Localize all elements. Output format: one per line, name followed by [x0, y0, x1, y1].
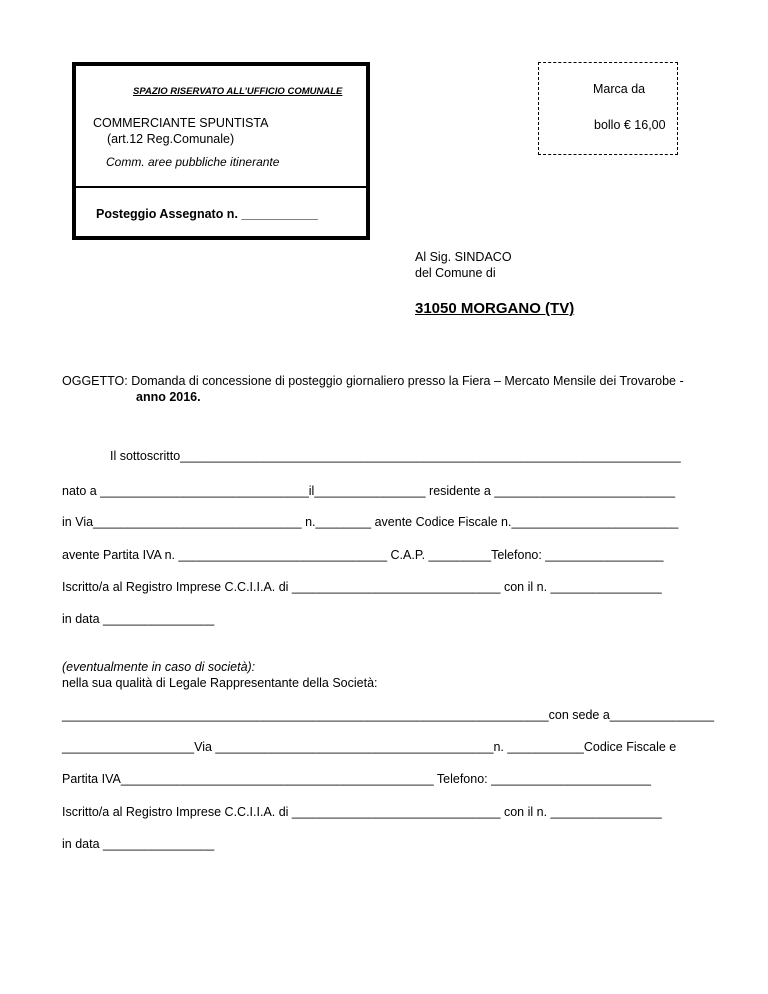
subject-block — [62, 373, 694, 405]
office-line-itinerant: Comm. aree pubbliche itinerante — [106, 155, 280, 169]
recipient-city: 31050 MORGANO (TV) — [415, 300, 575, 317]
office-line-regulation: (art.12 Reg.Comunale) — [107, 132, 235, 146]
recipient-line1: Al Sig. SINDACO — [415, 250, 512, 264]
company-note: (eventualmente in caso di società): — [62, 660, 256, 674]
field-address-fiscal-code[interactable]: in Via______________________________ n.________ avente Codice Fiscale n.________________________ — [62, 515, 679, 529]
office-line-commerciante: COMMERCIANTE SPUNTISTA — [93, 116, 269, 130]
office-reserved-box — [72, 62, 370, 240]
office-header: SPAZIO RISERVATO ALL’UFFICIO COMUNALE — [133, 86, 343, 97]
subject-year: anno 2016. — [136, 390, 201, 404]
company-representative: nella sua qualità di Legale Rappresentante della Società: — [62, 676, 378, 690]
field-date[interactable]: in data ________________ — [62, 612, 215, 626]
field-company-registry[interactable]: Iscritto/a al Registro Imprese C.C.I.I.A. di ______________________________ con il n. ________________ — [62, 805, 662, 819]
stamp-line1: Marca da — [593, 82, 646, 96]
field-registry[interactable]: Iscritto/a al Registro Imprese C.C.I.I.A. di ______________________________ con il n. ________________ — [62, 580, 662, 594]
field-company-date[interactable]: in data ________________ — [62, 837, 215, 851]
field-sottoscritto[interactable]: Il sottoscritto________________________________________________________________________ — [110, 449, 681, 463]
recipient-line2: del Comune di — [415, 266, 496, 280]
field-company-vat-phone[interactable]: Partita IVA_____________________________________________ Telefono: _______________________ — [62, 772, 652, 786]
field-company-name-seat[interactable]: ______________________________________________________________________con sede a_______________ — [62, 708, 715, 722]
office-divider — [76, 186, 366, 188]
stamp-line2: bollo € 16,00 — [594, 118, 666, 132]
subject-label: OGGETTO: — [62, 374, 128, 388]
field-company-address[interactable]: ___________________Via ________________________________________n. ___________Codice Fiscale e — [62, 740, 677, 754]
field-vat-cap-phone[interactable]: avente Partita IVA n. ______________________________ C.A.P. _________Telefono: _________________ — [62, 548, 664, 562]
stamp-box — [538, 62, 678, 155]
subject-text: Domanda di concessione di posteggio giornaliero presso la Fiera – Mercato Mensile dei Trovarobe - — [131, 374, 684, 388]
posteggio-field[interactable]: Posteggio Assegnato n. ___________ — [96, 207, 318, 221]
field-birth-residence[interactable]: nato a ______________________________il________________ residente a __________________________ — [62, 484, 676, 498]
